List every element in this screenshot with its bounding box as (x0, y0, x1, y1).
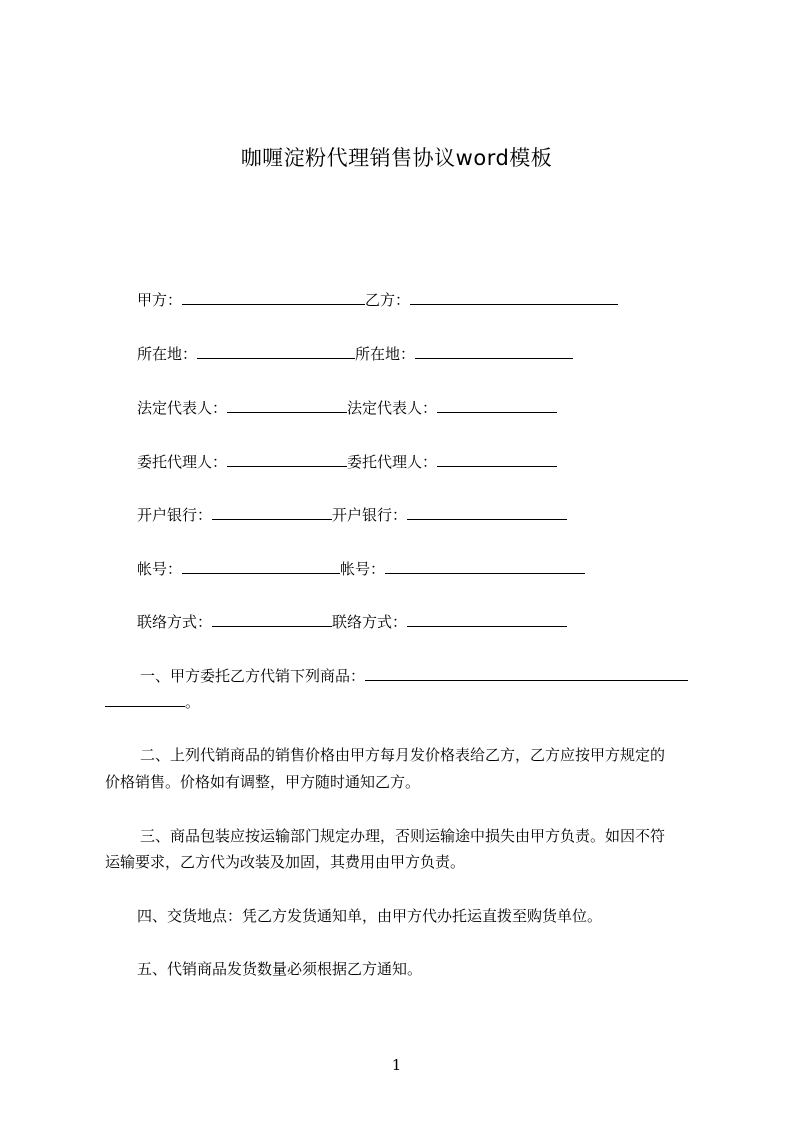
page-title: 咖喱淀粉代理销售协议word模板 (240, 146, 553, 170)
rep-row (137, 398, 557, 418)
clause-1-end: 。 (185, 693, 201, 711)
contact-b-label: 联络方式： (332, 613, 408, 631)
bank-b-label: 开户银行： (332, 506, 408, 524)
clause-1-line-1 (140, 666, 688, 686)
bank-a-label: 开户银行： (137, 506, 213, 524)
address-a-blank (197, 344, 355, 359)
rep-a-label: 法定代表人： (137, 399, 228, 417)
party-b-label: 乙方： (365, 291, 411, 309)
account-a-blank (182, 559, 340, 574)
clause-1-text: 一、甲方委托乙方代销下列商品： (140, 667, 366, 685)
address-b-label: 所在地： (355, 345, 416, 363)
contact-a-blank (212, 612, 332, 627)
address-row (137, 344, 573, 364)
account-row (137, 559, 585, 579)
account-b-label: 帐号： (340, 560, 386, 578)
clause-2-line-1: 二、上列代销商品的销售价格由甲方每月发价格表给乙方，乙方应按甲方规定的 (140, 746, 666, 764)
contact-a-label: 联络方式： (137, 613, 213, 631)
account-b-blank (385, 559, 585, 574)
clause-1-blank-cont (105, 692, 185, 707)
rep-b-blank (437, 398, 557, 413)
bank-row (137, 505, 567, 525)
clause-3-line-1: 三、商品包装应按运输部门规定办理，否则运输途中损失由甲方负责。如因不符 (140, 827, 666, 845)
rep-a-blank (227, 398, 347, 413)
party-a-blank (182, 290, 365, 305)
bank-a-blank (212, 505, 332, 520)
clause-4: 四、交货地点：凭乙方发货通知单，由甲方代办托运直拨至购货单位。 (137, 907, 603, 925)
rep-b-label: 法定代表人： (347, 399, 438, 417)
agent-b-label: 委托代理人： (347, 453, 438, 471)
agent-row (137, 452, 557, 472)
agent-a-label: 委托代理人： (137, 453, 228, 471)
clause-1-line-2 (105, 692, 200, 712)
clause-2-line-2: 价格销售。价格如有调整，甲方随时通知乙方。 (105, 773, 421, 791)
account-a-label: 帐号： (137, 560, 183, 578)
party-a-label: 甲方： (137, 291, 183, 309)
contact-row (137, 612, 567, 632)
agent-b-blank (437, 452, 557, 467)
clause-5: 五、代销商品发货数量必须根据乙方通知。 (137, 960, 423, 978)
address-b-blank (415, 344, 573, 359)
party-b-blank (410, 290, 618, 305)
party-row (137, 290, 618, 310)
page-number: 1 (391, 1056, 402, 1074)
clause-1-blank (365, 666, 688, 681)
contact-b-blank (407, 612, 567, 627)
bank-b-blank (407, 505, 567, 520)
agent-a-blank (227, 452, 347, 467)
address-a-label: 所在地： (137, 345, 198, 363)
clause-3-line-2: 运输要求，乙方代为改装及加固，其费用由甲方负责。 (105, 853, 466, 871)
